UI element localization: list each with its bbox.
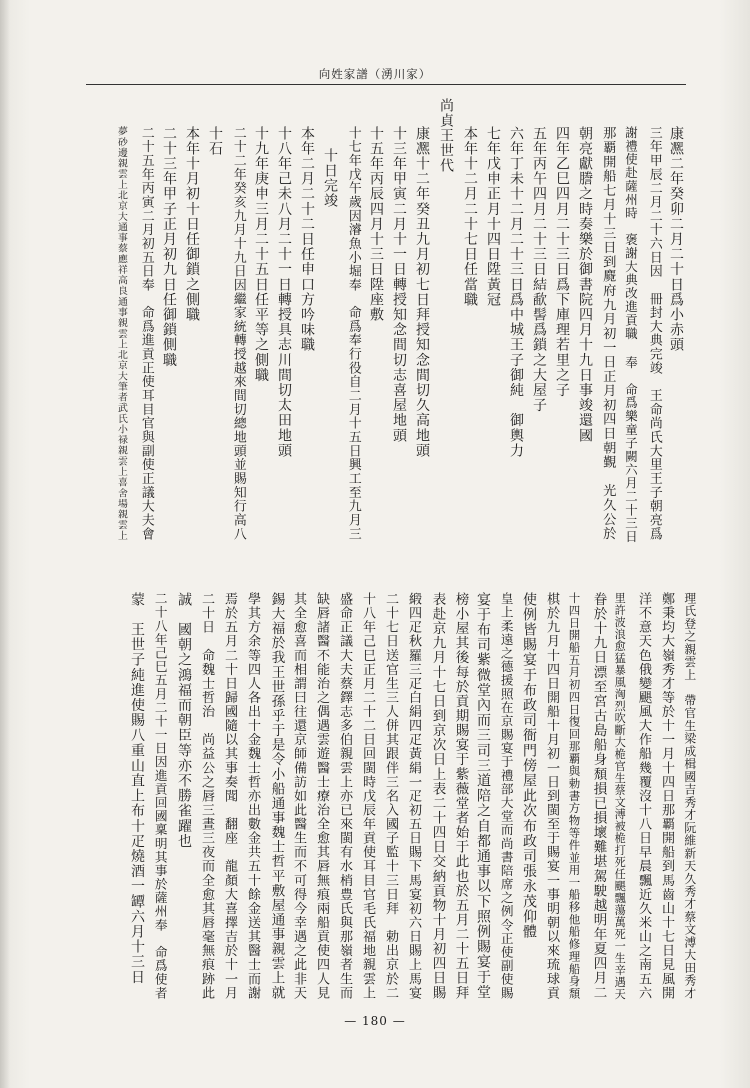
text-column: 宴于布司紫微堂內而三司三道陪之自都通事以下照例賜宴于堂	[475, 592, 491, 1000]
text-column: 其全愈喜而相謂曰往還京師備訪如此醫生而不可得今幸遇之此非天	[291, 592, 307, 1000]
running-header: 向姓家譜（湧川家）	[318, 67, 432, 81]
binding-shadow	[0, 0, 10, 1088]
text-column: 謝禮使赴薩州時 褒謝大典改進貢職 奉 命爲樂童子闕六月二十三日	[623, 126, 639, 544]
text-column: 理氏登之親雲上 帶官生梁成楫國吉秀才阮維新天久秀才蔡文溥大田秀才	[682, 592, 697, 1000]
text-column: 二十七日送官生三人併其跟伴三名入國子監十三日拜 勅出京於二	[383, 592, 399, 1000]
text-column: 本年十二月二十七日任當職	[462, 126, 478, 308]
text-column: 夢砂邊親雲上北京大通事蔡應祥高良通事親雲上北京大筆者武氏小禄親雲上喜舍場親雲上	[115, 126, 127, 541]
text-column: 二十三年甲子正月初九日任御鎖側職	[161, 126, 177, 368]
text-column: 三年甲辰二月二十六日因 冊封大典完竣 王命尚氏大里王子朝亮爲	[646, 126, 662, 541]
text-column: 十石	[207, 126, 223, 157]
text-column: 十九年庚申三月二十五日任平等之側職	[253, 126, 269, 383]
text-column: 榜小屋其後每於貢期賜宴于紫薇堂者始于此也於五月二十五日拜	[452, 592, 469, 1000]
header-rule	[86, 84, 686, 85]
text-column: 二十八年己巳五月二十一日因進貢回國稟明其事於薩州奉 命爲使者	[152, 592, 168, 1000]
text-column: 二十二年癸亥九月十九日因繼家統轉授越來間切總地頭並賜知行高八	[230, 126, 246, 541]
text-column: 缺唇諸醫不能治之偶遇雲遊醫士療治全愈其唇無痕兩船貢使四人見	[314, 592, 330, 1000]
text-column: 十八年己巳正月二十二日回閩時戊辰年貢使耳目官毛氏福地親雲上	[360, 592, 376, 1000]
text-column: 尚貞王世代	[438, 98, 454, 174]
text-column: 康凞二年癸卯二月二十日爲小赤頭	[668, 126, 684, 353]
text-column: 學其方余等四人各出十金魏士哲亦出數金共五十餘金送其醫士而謝	[245, 592, 261, 1000]
text-column: 十三年甲寅二月十一日轉授知念間切志喜屋地頭	[391, 126, 407, 444]
text-column: 十四日開船五月初四日復回那覇與勅書方物等件並用一船移他船修理船身頹	[567, 592, 582, 1000]
text-column: 盛命正議大夫蔡鐸志多伯親雲上亦已來閩有水梢豊氏與那嶺者生而	[337, 592, 353, 1000]
text-column: 本年十月初十日任御鎖之側職	[184, 126, 200, 323]
text-column: 焉於五月二十日歸國隨以其事奏聞 翻座 龍顏大喜擇吉於十一月	[222, 592, 238, 1000]
text-column: 蒙 王世子純進使賜八重山直上布十疋燒酒一罈六月十三日	[129, 592, 145, 985]
text-column: 洋不意天色俄變颶風大作船幾覆沒十八日早晨飄近久米山之南五六	[636, 592, 652, 1000]
text-column: 本年二月二十二日任申口方吟味職	[299, 126, 315, 353]
text-column: 誠 國朝之鴻福而朝臣等亦不勝雀躍也	[176, 592, 192, 849]
text-column: 眷於十九日漂至宮古島船身頹損已損壞難堪駕駛越明年夏四月二	[590, 592, 607, 1000]
text-column: 十日完竣	[322, 148, 338, 209]
text-column: 二十日 命魏士哲治 尚益公之唇三晝三夜而全愈其唇毫無痕跡此	[199, 592, 215, 1000]
text-column: 十七年戊午歲因濬魚小堀奉 命爲奉行役自二月十五日興工至九月三	[345, 126, 361, 541]
text-column: 十八年己未八月二十一日轉授具志川間切太田地頭	[276, 126, 292, 459]
text-column: 康凞十二年癸丑九月初七日拜授知念間切久高地頭	[414, 126, 430, 459]
text-column: 五年丙午四月二十三日結歃髻爲鎖之大屋子	[531, 126, 547, 413]
text-column: 那覇開船七月十三日到麑府九月初一日正月初四日朝覲 光久公於	[600, 126, 616, 541]
text-column: 緞四疋秋羅三疋白絹四疋黃絹一疋初五日賜下馬宴初六日賜上馬宴	[406, 592, 422, 1000]
text-column: 十五年丙辰四月十三日陞座敷	[368, 126, 384, 323]
text-column: 朝亮獻謄之時奏樂於御書院四月十九日事竣還國	[577, 126, 593, 444]
text-column: 鄭秉均大嶺秀才等於十一月十四日那覇開船到馬齒山十七日見風開	[659, 592, 675, 1000]
text-column: 錫大福於我王世孫乎于是令小船通事魏士哲平敷屋通事親雲上就	[268, 592, 285, 1000]
text-column: 七年戊申正月十四日陞黃冠	[485, 126, 501, 308]
text-column: 使例皆賜宴于布政司衙門傍屋此次布政司張永茂仰體	[521, 592, 537, 940]
text-column: 四年乙巳四月二十三日爲下庫理若里之子	[554, 126, 570, 398]
text-column: 皇上柔遠之德援照在京賜宴于禮部大堂而尚書陪席之例令正使副使賜	[498, 592, 514, 1000]
text-column: 表赴京九月十七日到京次日上表二十四日交納貢物十月初四日賜	[429, 592, 446, 1000]
text-column: 里許波浪愈猛暴風洶烈吹斷大桅官生蔡文溥被桅打死任颶飄蕩萬死一生辛遇天	[613, 592, 627, 1000]
text-column: 棋於九月十四日開船十月初一日到閩至于賜宴一事明朝以來琉球貢	[544, 592, 560, 1000]
page-number: — 180 —	[344, 1014, 406, 1028]
text-column: 二十五年丙寅二月初五日奉 命爲進貢正使耳目官與副使正議大夫會	[138, 126, 154, 541]
text-column: 六年丁未十二月二十三日爲中城王子御純 御輿力	[508, 126, 524, 459]
